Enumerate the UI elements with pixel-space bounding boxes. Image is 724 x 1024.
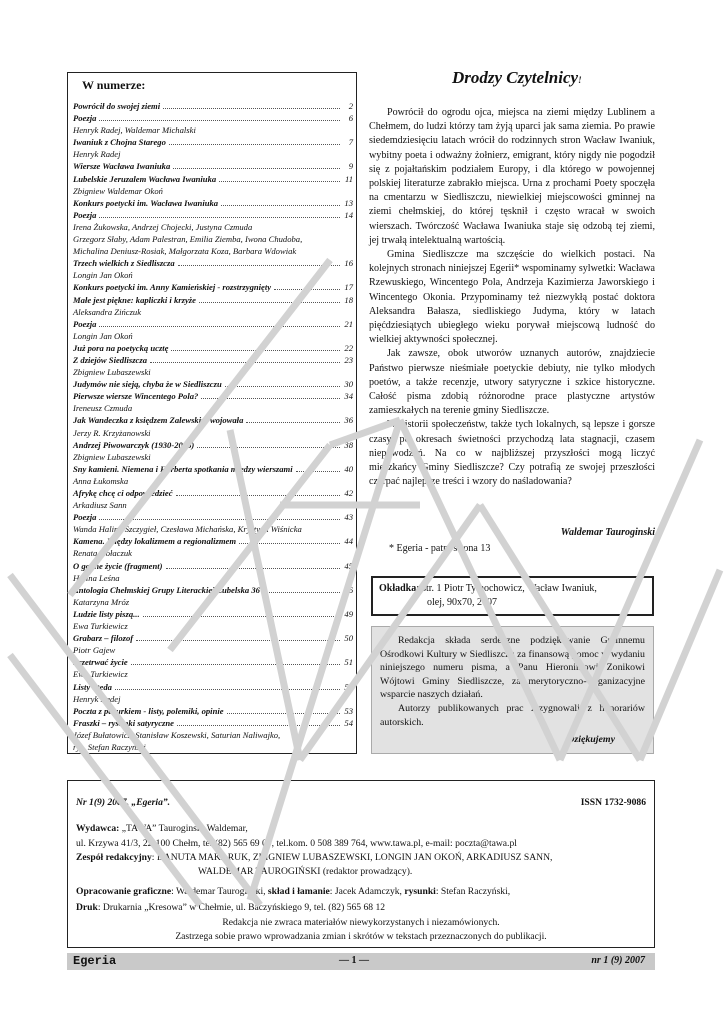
editorial-footnote: * Egeria - patrz strona 13 bbox=[389, 543, 491, 554]
toc-entry-author: Henryk Radej, Waldemar Michalski bbox=[73, 125, 196, 136]
cover-text: str. 1 Piotr Tymochowicz, Wacław Iwaniuk, bbox=[419, 583, 597, 594]
toc-entry-page: 36 bbox=[344, 415, 353, 426]
toc-entry-line bbox=[73, 632, 353, 644]
toc-entry-page: 51 bbox=[344, 657, 353, 668]
toc-leader-dots bbox=[143, 615, 340, 617]
toc-entry-title: Poezja bbox=[73, 113, 97, 124]
toc-entry-page: 34 bbox=[344, 391, 353, 402]
toc-entry-page: 42 bbox=[344, 488, 353, 498]
issue-label: Nr 1(9) 2007, „Egeria”. bbox=[76, 797, 171, 808]
toc-entry-page: 45 bbox=[344, 560, 353, 571]
toc-entry bbox=[73, 294, 353, 318]
publisher-line bbox=[76, 823, 248, 834]
toc-entry-author: Irena Żukowska, Andrzej Chojecki, Justyna Czmuda bbox=[73, 221, 253, 232]
toc-entry bbox=[73, 439, 353, 463]
toc-entry bbox=[73, 136, 353, 160]
toc-entry-line bbox=[73, 209, 353, 221]
toc-entry-title: Judymów nie sieją, chyba że w Siedliszczu bbox=[73, 379, 222, 390]
toc-entry-line bbox=[73, 112, 353, 124]
toc-entry-page: 52 bbox=[344, 681, 353, 692]
toc-entry-page: 30 bbox=[344, 379, 353, 390]
toc-leader-dots bbox=[239, 542, 340, 544]
colophon bbox=[67, 780, 655, 948]
toc-entry-title: Poczta z pazurkiem - listy, polemiki, opinie bbox=[73, 705, 224, 716]
team-label: Zespół redakcyjny bbox=[76, 852, 152, 863]
toc-entry-title: Kamena. Między lokalizmem a regionalizmem bbox=[73, 536, 237, 547]
toc-entry-title: Powrócił do swojej ziemi bbox=[73, 101, 161, 111]
toc-leader-dots bbox=[201, 397, 340, 399]
toc-entry-author: Arkadiusz Sann bbox=[73, 500, 127, 511]
toc-entry-title: O godne życie (fragment) bbox=[73, 560, 163, 571]
toc-leader-dots bbox=[150, 361, 340, 363]
toc-entry-line bbox=[73, 608, 353, 620]
toc-entry-page: 18 bbox=[344, 294, 353, 305]
toc-entry bbox=[73, 160, 353, 172]
toc-entry-title: Z dziejów Siedliszcza bbox=[73, 354, 148, 365]
toc-entry-title: Sny kamieni. Niemena i Herberta spotkania między wierszami bbox=[73, 463, 293, 474]
toc-entry-line bbox=[73, 197, 353, 209]
toc-entry-line bbox=[73, 584, 353, 596]
toc-entry-page: 21 bbox=[344, 318, 353, 329]
toc-entry bbox=[73, 112, 353, 136]
acknowledgement-box bbox=[371, 626, 654, 754]
toc-leader-dots bbox=[197, 446, 340, 448]
toc-entry-page: 50 bbox=[344, 633, 353, 644]
toc-leader-dots bbox=[136, 639, 340, 641]
toc-entry-page: 9 bbox=[348, 161, 353, 172]
toc-entry-author: Grzegorz Słaby, Adam Palestran, Emilia Ziemba, Iwona Chudoba, bbox=[73, 234, 303, 245]
toc-entry-title: Jak Wandeczka z księdzem Zalewskim wojowała bbox=[73, 415, 244, 426]
toc-entry-author: Ewa Turkiewicz bbox=[73, 669, 128, 680]
toc-leader-dots bbox=[221, 204, 340, 206]
toc-entry bbox=[73, 257, 353, 281]
toc-entry-page: 11 bbox=[345, 173, 353, 184]
toc-entry-title: Przetrwać życie bbox=[73, 657, 128, 668]
toc-leader-dots bbox=[99, 325, 340, 327]
toc-entry bbox=[73, 608, 353, 632]
graphics-value: : Waldemar Tauroginski, bbox=[171, 886, 268, 897]
toc-entry-author: Katarzyna Mróz bbox=[73, 596, 130, 607]
toc-entry-author: Longin Jan Okoń bbox=[73, 330, 133, 341]
toc-entry-author: Renata Hołaczuk bbox=[73, 548, 132, 559]
toc-entry bbox=[73, 209, 353, 257]
toc-entry-page: 23 bbox=[344, 354, 353, 365]
editorial-body bbox=[369, 106, 655, 489]
toc-entry bbox=[73, 511, 353, 535]
toc-leader-dots bbox=[166, 567, 340, 569]
toc-entry-page: 38 bbox=[344, 439, 353, 450]
editorial-paragraph: Powrócił do ogrodu ojca, miejsca na ziemi między Lublinem a Chełmem, do ludzi którzy tam żyją uparci jak sama ziemia. Po prawie siedemdziesięciu latach wrócił do rodzinnych stron Wacław Iwaniuk, wybitny poeta i odważny żołnierz, emigrant, który nigdy nie pogodził się z pojałtańskim podziałem Europy, i dla którego w powojennej polskiej literaturze zabrakło miejsca. Urna z prochami Poety spoczęła na cmentarzu w Siedliszczu, niewielkiej miejscowości gminnej na ziemi chełmskiej, do której tęsknił i często wracał w swoich wierszach. Twórczość Wacława Iwaniuka staje się odzobą tej ziemi, jej trwałą intelektualną wartością. bbox=[369, 107, 655, 246]
toc-entry-line bbox=[73, 656, 353, 668]
toc-entry-title: Poezja bbox=[73, 318, 97, 329]
toc-leader-dots bbox=[263, 591, 340, 593]
typeset-label: skład i łamanie bbox=[267, 886, 330, 897]
editorial-paragraph: W historii społeczeństw, także tych lokalnych, są lepsze i gorsze czasy, po okresach świetności przychodzą lata stagnacji, czasem niepowodzeń. Na co w najbliższej przyszłości mogą liczyć mieszkańcy Gminy Siedliszcze? Czy potrafią ze swojej przeszłości czerpać najlepsze treści i wzory do naśladowania? bbox=[369, 419, 655, 488]
toc-entry-title: Poezja bbox=[73, 512, 97, 523]
toc-entry-line bbox=[73, 342, 353, 354]
toc-entry-line bbox=[73, 390, 353, 402]
toc-leader-dots bbox=[177, 724, 340, 726]
cover-label: Okładka: bbox=[379, 583, 420, 594]
editorial-signature: Waldemar Tauroginski bbox=[560, 527, 655, 538]
toc-entry-author: Halina Leśna bbox=[73, 572, 120, 583]
toc-entry-author: Zbigniew Waldemar Okoń bbox=[73, 185, 163, 196]
toc-leader-dots bbox=[99, 216, 340, 218]
footer-magazine-name: Egeria bbox=[73, 954, 117, 968]
toc-leader-dots bbox=[115, 688, 340, 690]
toc-leader-dots bbox=[163, 107, 340, 109]
editorial-paragraph: Gmina Siedliszcze ma szczęście do wielkich postaci. Na kolejnych stronach niniejszej Egerii* wspominamy sylwetki: Wacława Rzewuskiego, Wincentego Pola, Andrzeja Kazimierza Jaworskiego i Wincentego Okonia. Przypominamy też niezwykłą postać doktora Aleksandra Bałasza, siedliskiego Judyma, który w latach pięćdziesiątych ubiegłego wieku porywał miejscową ludność do wielkiej aktywności społecznej. bbox=[369, 249, 655, 346]
toc-entry-author: Jerzy R. Krzyżanowski bbox=[73, 427, 151, 438]
toc-entry-title: Małe jest piękne: kapliczki i krzyże bbox=[73, 294, 196, 305]
print-value: : Drukarnia „Kresowa” w Chełmie, ul. Baczyńskiego 9, tel. (82) 565 68 12 bbox=[97, 902, 386, 913]
toc-entry-page: 16 bbox=[344, 258, 353, 269]
team-line bbox=[76, 852, 552, 863]
toc-entry-page: 17 bbox=[344, 282, 353, 293]
footer-issue-number: nr 1 (9) 2007 bbox=[591, 955, 645, 966]
cover-credit-line bbox=[379, 582, 646, 596]
toc-entry-title: Listy Steda bbox=[73, 681, 112, 692]
toc-entry-line bbox=[73, 294, 353, 306]
print-line bbox=[76, 902, 385, 913]
toc-entry-title: Pierwsze wiersze Wincentego Pola? bbox=[73, 391, 199, 402]
toc-entry bbox=[73, 354, 353, 378]
toc-entry-line bbox=[73, 439, 353, 451]
toc-entry-author: rys. Stefan Raczyński bbox=[73, 741, 146, 752]
toc-entry-title: Konkurs poetycki im. Wacława Iwaniuka bbox=[73, 197, 219, 208]
toc-entry-page: 46 bbox=[344, 584, 353, 595]
toc-entry bbox=[73, 560, 353, 584]
toc-entry-author: Henryk Radej bbox=[73, 693, 121, 704]
toc-entry bbox=[73, 281, 353, 293]
editorial-title-text: Drodzy Czytelnicy bbox=[452, 68, 579, 87]
publisher-label: Wydawca: bbox=[76, 823, 120, 834]
toc-entry-page: 13 bbox=[344, 197, 353, 208]
toc-leader-dots bbox=[178, 264, 340, 266]
toc-entry-page: 22 bbox=[344, 342, 353, 353]
toc-entry-page: 6 bbox=[348, 113, 353, 124]
toc-entry-page: 54 bbox=[344, 717, 353, 728]
toc-entry-author: Józef Bułatowicz, Stanisław Koszewski, Saturian Naliwajko, bbox=[73, 729, 281, 740]
toc-entry-line bbox=[73, 463, 353, 475]
toc-leader-dots bbox=[225, 385, 340, 387]
toc-entry bbox=[73, 414, 353, 438]
toc-entry-line bbox=[73, 535, 353, 547]
toc-entry-page: 49 bbox=[344, 608, 353, 619]
toc-entry-author: Michalina Deniusz-Rosiak, Małgorzata Koza, Barbara Wdowiak bbox=[73, 246, 297, 257]
toc-leader-dots bbox=[274, 288, 340, 290]
toc-entry-title: Antologia Chełmskiej Grupy Literackiej Lubelska 36 bbox=[73, 584, 260, 595]
toc-leader-dots bbox=[296, 470, 340, 472]
toc-entry bbox=[73, 390, 353, 414]
toc-leader-dots bbox=[246, 421, 340, 423]
toc-entry-line bbox=[73, 160, 353, 172]
toc-entry bbox=[73, 173, 353, 197]
graphics-label: Opracowanie graficzne bbox=[76, 886, 172, 897]
toc-entry bbox=[73, 318, 353, 342]
colophon-note: Redakcja nie zwraca materiałów niewykorzystanych i niezamówionych. bbox=[222, 917, 500, 928]
toc-entry-line bbox=[73, 173, 353, 185]
toc-entry-author: Piotr Gajew bbox=[73, 645, 116, 656]
toc-entry-author: Zbigniew Lubaszewski bbox=[73, 451, 151, 462]
toc-leader-dots bbox=[171, 349, 340, 351]
toc-entry-author: Longin Jan Okoń bbox=[73, 270, 133, 281]
toc-entry bbox=[73, 717, 353, 753]
toc-leader-dots bbox=[227, 712, 340, 714]
toc-entry-line bbox=[73, 414, 353, 426]
toc-entry-line bbox=[73, 487, 353, 499]
toc-entry-line bbox=[73, 560, 353, 572]
drawings-label: rysunki bbox=[404, 886, 436, 897]
toc-entry-line bbox=[73, 257, 353, 269]
acknowledgement-signature: Dziękujemy bbox=[567, 734, 615, 746]
toc-leader-dots bbox=[176, 494, 340, 496]
toc-entry-line bbox=[73, 281, 353, 293]
toc-entry-author: Aleksandra Zińczuk bbox=[73, 306, 142, 317]
toc-entry bbox=[73, 487, 353, 511]
toc-entry-page: 40 bbox=[344, 463, 353, 474]
toc-leader-dots bbox=[99, 119, 340, 121]
toc-entry-line bbox=[73, 378, 353, 390]
publisher-value: „TAWA” Tauroginski Waldemar, bbox=[119, 823, 248, 834]
toc-entry bbox=[73, 584, 353, 608]
toc-leader-dots bbox=[219, 180, 340, 182]
footer-page-number: — 1 — bbox=[339, 955, 369, 966]
page-footer bbox=[67, 953, 655, 970]
toc-entry-author: Anna Łukomska bbox=[73, 475, 129, 486]
editorial-title-mark: ! bbox=[578, 75, 582, 85]
toc-entry bbox=[73, 632, 353, 656]
toc-entry-line bbox=[73, 705, 353, 717]
toc-entry-page: 2 bbox=[348, 101, 353, 111]
cover-credit-line-2: olej, 90x70, 2007 bbox=[427, 597, 497, 608]
toc-entry-title: Fraszki – rysunki satyryczne bbox=[73, 717, 174, 728]
toc-entry-line bbox=[73, 717, 353, 729]
editorial-title bbox=[452, 68, 582, 88]
toc-entry-author: Wanda Halina Szczygieł, Czesława Michańska, Krystyna Wiśnicka bbox=[73, 524, 302, 535]
toc-entry-title: Afrykę chcę ci odpowiedzieć bbox=[73, 488, 173, 498]
print-label: Druk bbox=[76, 902, 98, 913]
team-line-2: WALDEMAR TAUROGIŃSKI (redaktor prowadzący). bbox=[198, 866, 413, 877]
toc-entry-page: 14 bbox=[344, 209, 353, 220]
toc-entry-title: Ludzie listy piszą... bbox=[73, 608, 140, 619]
acknowledgement-paragraph: Autorzy publikowanych prac zrzygnowali z honorariów autorskich. bbox=[380, 702, 645, 728]
toc-leader-dots bbox=[99, 518, 340, 520]
toc-entry bbox=[73, 463, 353, 487]
toc-entry-author: Ewa Turkiewicz bbox=[73, 621, 128, 632]
toc-entry bbox=[73, 197, 353, 209]
toc-entry bbox=[73, 100, 353, 112]
toc-leader-dots bbox=[131, 663, 340, 665]
address-line: ul. Krzywa 41/3, 22-100 Chełm, tel.(82) 565 69 09, tel.kom. 0 508 389 764, www.tawa.pl, e-mail: poczta@tawa.pl bbox=[76, 838, 517, 849]
toc-entry-title: Konkurs poetycki im. Anny Kamieńskiej - rozstrzygnięty bbox=[73, 282, 272, 293]
toc-entry-line bbox=[73, 136, 353, 148]
toc-entry-line bbox=[73, 100, 353, 112]
toc-heading: W numerze: bbox=[82, 78, 146, 92]
toc-entry-author: Zbigniew Lubaszewski bbox=[73, 367, 151, 378]
cover-credit-box bbox=[371, 576, 654, 616]
toc-leader-dots bbox=[169, 143, 340, 145]
issn: ISSN 1732-9086 bbox=[580, 797, 646, 808]
toc-entry-line bbox=[73, 354, 353, 366]
toc-entry bbox=[73, 681, 353, 705]
toc-entry bbox=[73, 705, 353, 717]
acknowledgement-paragraph: Redakcja składa serdeczne podziękowanie Gminnemu Ośrodkowi Kultury w Siedliszczu za finansową pomoc w wydaniu niniejszego numeru pisma, a Panu Hieronimowi Zonikowi Wójtowi Gminy Siedliszcze, za merytoryczno--organizacyjne wsparcie naszych działań. bbox=[380, 635, 645, 701]
toc-entry bbox=[73, 378, 353, 390]
colophon-note: Zastrzega sobie prawo wprowadzania zmian i skrótów w tekstach przeznaczonych do publikacji. bbox=[175, 931, 547, 942]
toc-entry-title: Iwaniuk z Chojna Starego bbox=[73, 137, 166, 148]
toc-entry-title: Lubelskie Jeruzalem Wacława Iwaniuka bbox=[73, 173, 217, 184]
toc-entry-line bbox=[73, 511, 353, 523]
toc-entry-title: Już pora na poetycką ucztę bbox=[73, 342, 169, 353]
toc-entry-line bbox=[73, 681, 353, 693]
toc-leader-dots bbox=[173, 167, 340, 169]
toc-entry bbox=[73, 342, 353, 354]
graphics-line bbox=[76, 886, 510, 897]
drawings-value: : Stefan Raczyński, bbox=[435, 886, 511, 897]
editorial-paragraph: Jak zawsze, obok utworów uznanych autorów, znajdziecie Państwo pierwsze nieśmiałe poetyckie debiuty, nie tylko młodych poetów, a także recenzje, utwory satyryczne i szkice historyczne. Całość pisma zdobią różnorodne prace plastyczne artystów zamieszkałych na terenie gminy Siedliszcze. bbox=[369, 348, 655, 417]
toc-entry bbox=[73, 656, 353, 680]
toc-entry-title: Grabarz – filozof bbox=[73, 633, 134, 644]
toc-leader-dots bbox=[199, 301, 340, 303]
toc-entry-title: Poezja bbox=[73, 209, 97, 220]
toc-entry-page: 44 bbox=[344, 536, 353, 547]
toc-entry-page: 7 bbox=[348, 137, 353, 148]
toc-entry-page: 53 bbox=[344, 705, 353, 716]
team-value: : DANUTA MAKARUK, ZBIGNIEW LUBASZEWSKI, LONGIN JAN OKOŃ, ARKADIUSZ SANN, bbox=[151, 852, 553, 863]
typeset-value: : Jacek Adamczyk, bbox=[329, 886, 405, 897]
table-of-contents bbox=[67, 72, 357, 754]
toc-entry-title: Andrzej Piwowarczyk (1930-2006) bbox=[73, 439, 195, 450]
toc-entry-title: Trzech wielkich z Siedliszcza bbox=[73, 258, 175, 269]
toc-entry-page: 43 bbox=[344, 512, 353, 523]
toc-entry-line bbox=[73, 318, 353, 330]
toc-entry-author: Ireneusz Czmuda bbox=[73, 403, 133, 414]
toc-entry-author: Henryk Radej bbox=[73, 149, 121, 160]
toc-entry-title: Wiersze Wacława Iwaniuka bbox=[73, 161, 171, 172]
toc-list bbox=[73, 100, 353, 753]
toc-entry bbox=[73, 535, 353, 559]
